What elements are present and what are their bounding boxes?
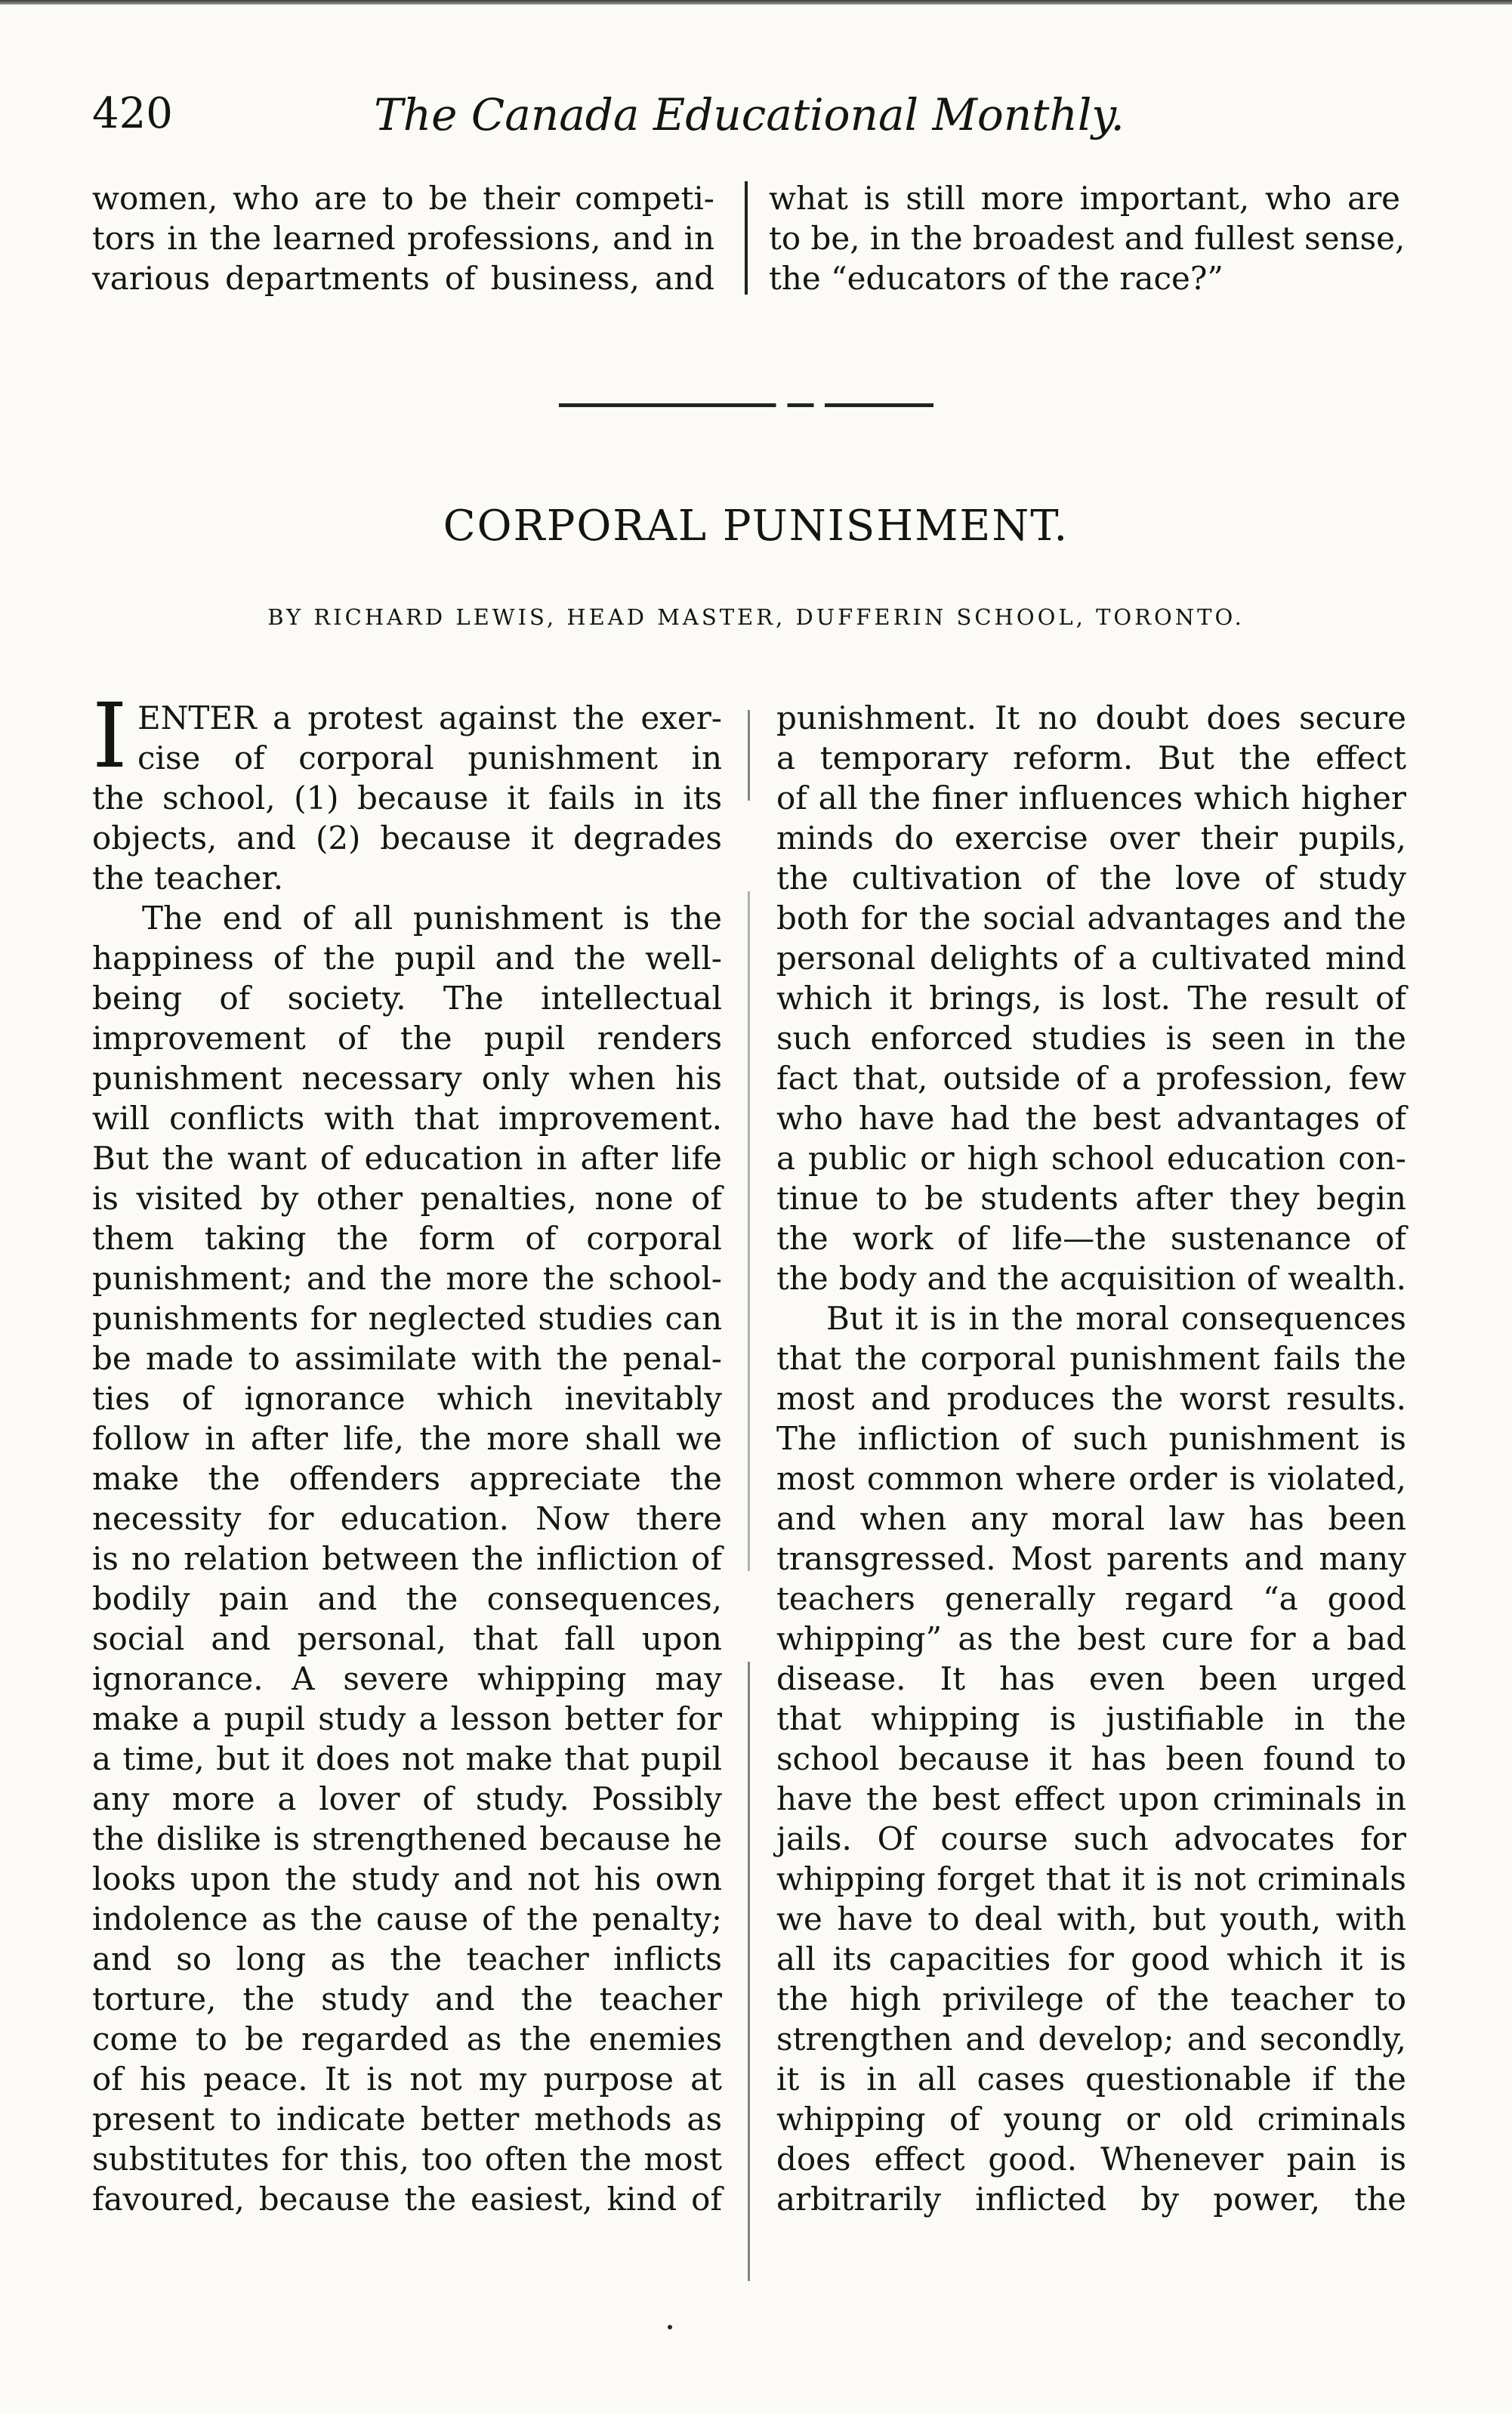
text-line: being of society. The intellectual <box>92 980 722 1017</box>
text-line: punishment; and the more the school- <box>92 1260 722 1297</box>
text-line: tinue to be students after they begin <box>776 1180 1406 1217</box>
text-line: the school, (1) because it fails in its <box>92 779 722 816</box>
drop-cap: I <box>92 684 128 788</box>
text-line: what is still more important, who are <box>769 180 1400 217</box>
text-line: the work of life—the sustenance of <box>776 1220 1406 1257</box>
text-line: make a pupil study a lesson better for <box>92 1700 722 1737</box>
page-top-edge <box>0 0 1512 5</box>
text-line: come to be regarded as the enemies <box>92 2020 722 2057</box>
text-line: looks upon the study and not his own <box>92 1860 722 1897</box>
text-line: disease. It has even been urged <box>776 1660 1406 1697</box>
text-line: who have had the best advantages of <box>776 1100 1406 1137</box>
footer-dot-mark <box>668 2325 672 2329</box>
text-line: of all the finer influences which higher <box>776 779 1406 816</box>
page-number: 420 <box>92 89 173 138</box>
text-line: present to indicate better methods as <box>92 2101 722 2138</box>
text-line: and when any moral law has been <box>776 1500 1406 1537</box>
text-line: a public or high school education con- <box>776 1140 1406 1177</box>
text-line: ENTER a protest against the exer- <box>137 699 722 736</box>
text-line: punishment necessary only when his <box>92 1060 722 1097</box>
text-line: that whipping is justifiable in the <box>776 1700 1406 1737</box>
text-line: But it is in the moral consequences <box>826 1300 1406 1337</box>
article-byline: BY RICHARD LEWIS, HEAD MASTER, DUFFERIN SCHOOL, TORONTO. <box>267 604 1245 630</box>
text-line: of his peace. It is not my purpose at <box>92 2061 722 2098</box>
text-line: ignorance. A severe whipping may <box>92 1660 722 1697</box>
text-line: any more a lover of study. Possibly <box>92 1780 722 1817</box>
text-line: tors in the learned professions, and in <box>92 220 714 257</box>
text-line: that the corporal punishment fails the <box>776 1340 1406 1377</box>
text-line: punishment. It no doubt does secure <box>776 699 1406 736</box>
text-line: and so long as the teacher inflicts <box>92 1940 722 1977</box>
text-line: whipping” as the best cure for a bad <box>776 1620 1406 1657</box>
text-line: a time, but it does not make that pupil <box>92 1740 722 1777</box>
text-line: arbitrarily inflicted by power, the <box>776 2181 1406 2218</box>
text-line: the teacher. <box>92 860 284 897</box>
text-line: minds do exercise over their pupils, <box>776 820 1406 857</box>
text-line: strengthen and develop; and secondly, <box>776 2020 1406 2057</box>
text-line: improvement of the pupil renders <box>92 1020 722 1057</box>
text-line: The infliction of such punishment is <box>776 1420 1406 1457</box>
article-right-column <box>776 698 1406 2219</box>
text-line: to be, in the broadest and fullest sense, <box>769 220 1406 257</box>
page-header <box>92 89 1406 142</box>
text-line: which it brings, is lost. The result of <box>776 980 1406 1017</box>
text-line: ties of ignorance which inevitably <box>92 1380 722 1417</box>
text-line: the body and the acquisition of wealth. <box>776 1260 1406 1297</box>
text-line: follow in after life, the more shall we <box>92 1420 722 1457</box>
text-line: most and produces the worst results. <box>776 1380 1406 1417</box>
text-line: a temporary reform. But the effect <box>776 739 1406 776</box>
text-line: make the offenders appreciate the <box>92 1460 722 1497</box>
article-left-column <box>92 698 722 2219</box>
text-line: various departments of business, and <box>92 260 714 297</box>
column-divider <box>748 1662 750 2281</box>
column-divider <box>745 181 748 295</box>
text-line: such enforced studies is seen in the <box>776 1020 1406 1057</box>
text-line: it is in all cases questionable if the <box>776 2061 1406 2098</box>
text-line: objects, and (2) because it degrades <box>92 820 722 857</box>
text-line: the dislike is strengthened because he <box>92 1820 722 1857</box>
text-line: both for the social advantages and the <box>776 900 1406 937</box>
text-line: all its capacities for good which it is <box>776 1940 1406 1977</box>
text-line: the “educators of the race?” <box>769 260 1223 297</box>
text-line: the high privilege of the teacher to <box>776 1980 1406 2017</box>
text-line: social and personal, that fall upon <box>92 1620 722 1657</box>
text-line: school because it has been found to <box>776 1740 1406 1777</box>
text-line: But the want of education in after life <box>92 1140 722 1177</box>
text-line: jails. Of course such advocates for <box>776 1820 1406 1857</box>
text-line: transgressed. Most parents and many <box>776 1540 1406 1577</box>
text-line: whipping of young or old criminals <box>776 2101 1406 2138</box>
text-line: necessity for education. Now there <box>92 1500 722 1537</box>
text-line: favoured, because the easiest, kind of <box>92 2181 722 2218</box>
text-line: women, who are to be their competi- <box>92 180 714 217</box>
text-line: teachers generally regard “a good <box>776 1580 1406 1617</box>
column-divider <box>748 891 750 1571</box>
preceding-text-left-column <box>92 178 714 298</box>
text-line: have the best effect upon criminals in <box>776 1780 1406 1817</box>
text-line: cise of corporal punishment in <box>137 739 722 776</box>
text-line: be made to assimilate with the penal- <box>92 1340 722 1377</box>
text-line: will conflicts with that improvement. <box>92 1100 722 1137</box>
text-line: does effect good. Whenever pain is <box>776 2141 1406 2178</box>
text-line: whipping forget that it is not criminals <box>776 1860 1406 1897</box>
text-line: fact that, outside of a profession, few <box>776 1060 1406 1097</box>
article-title: CORPORAL PUNISHMENT. <box>443 502 1069 551</box>
text-line: bodily pain and the consequences, <box>92 1580 722 1617</box>
text-line: the cultivation of the love of study <box>776 860 1406 897</box>
text-line: indolence as the cause of the penalty; <box>92 1900 722 1937</box>
text-line: is visited by other penalties, none of <box>92 1180 722 1217</box>
text-line: substitutes for this, too often the most <box>92 2141 722 2178</box>
text-line: is no relation between the infliction of <box>92 1540 722 1577</box>
text-line: torture, the study and the teacher <box>92 1980 722 2017</box>
text-line: most common where order is violated, <box>776 1460 1406 1497</box>
text-line: them taking the form of corporal <box>92 1220 722 1257</box>
text-line: punishments for neglected studies can <box>92 1300 722 1337</box>
section-separator-rule <box>559 403 933 407</box>
text-line: The end of all punishment is the <box>142 900 722 937</box>
running-title: The Canada Educational Monthly. <box>374 89 1125 140</box>
text-line: happiness of the pupil and the well- <box>92 940 722 977</box>
column-divider <box>748 710 750 801</box>
preceding-text-right-column <box>769 178 1406 298</box>
text-line: we have to deal with, but youth, with <box>776 1900 1406 1937</box>
text-line: personal delights of a cultivated mind <box>776 940 1406 977</box>
